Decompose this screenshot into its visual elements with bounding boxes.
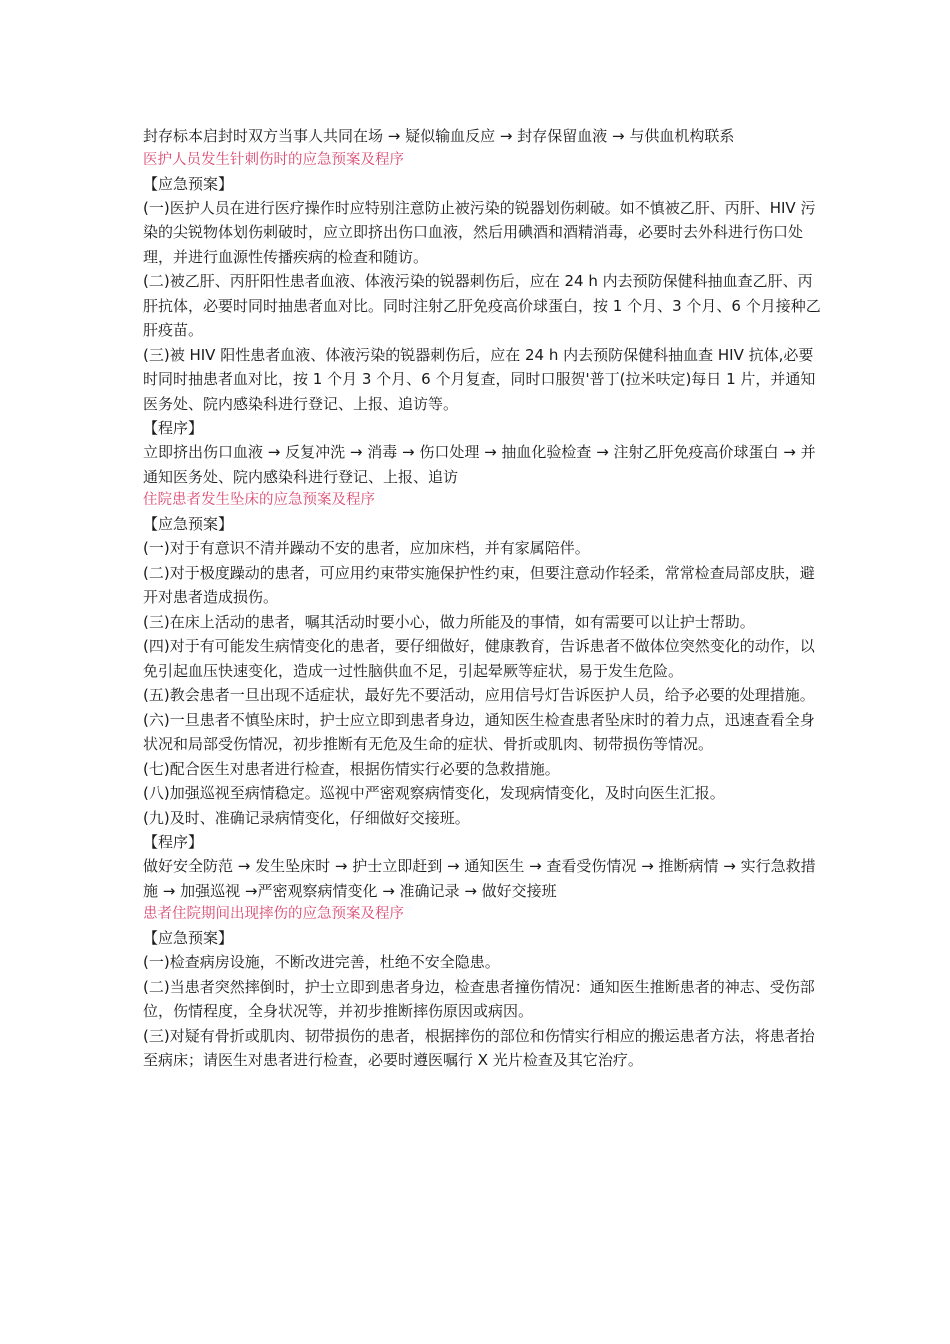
plan-item: (二)当患者突然摔倒时，护士立即到患者身边，检查患者撞伤情况：通知医生推断患者的神志、受伤部位，伤情程度，全身状况等，并初步推断摔伤原因或病因。 [143,977,815,1020]
plan-item: (六)一旦患者不慎坠床时，护士应立即到患者身边，通知医生检查患者坠床时的着力点，迅速查看全身状况和局部受伤情况，初步推断有无危及生命的症状、骨折或肌肉、韧带损伤等情况。 [143,710,815,753]
plan-item: (二)对于极度躁动的患者，可应用约束带实施保护性约束，但要注意动作轻柔，常常检查局部皮肤，避开对患者造成损伤。 [143,563,815,606]
plan-item: (七)配合医生对患者进行检查，根据伤情实行必要的急救措施。 [143,759,560,778]
plan-item: (一)医护人员在进行医疗操作时应特别注意防止被污染的锐器划伤刺破。如不慎被乙肝、丙肝、HIV 污染的尖锐物体划伤刺破时，应立即挤出伤口血液，然后用碘酒和酒精消毒，必要时去外科进行伤口处理，并进行血源性传播疾病的检查和随访。 [143,198,816,266]
section-title-needlestick: 医护人员发生针刺伤时的应急预案及程序 [143,151,404,168]
plan-item: (五)教会患者一旦出现不适症状，最好先不要活动，应用信号灯告诉医护人员，给予必要的处理措施。 [143,686,815,704]
procedure-label: 【程序】 [143,419,204,437]
procedure-flow: 做好安全防范 → 发生坠床时 → 护士立即赶到 → 通知医生 → 查看受伤情况 → 推断病情 → 实行急救措施 → 加强巡视 →严密观察病情变化 → 准确记录 → 做好交接班 [143,857,816,900]
plan-label: 【应急预案】 [143,929,234,947]
document-page [143,124,823,1073]
section-title-fall-from-bed: 住院患者发生坠床的应急预案及程序 [143,492,375,508]
plan-item: (三)在床上活动的患者，嘱其活动时要小心，做力所能及的事情，如有需要可以让护士帮助。 [143,612,755,631]
plan-item: (一)对于有意识不清并躁动不安的患者，应加床档，并有家属陪伴。 [143,539,590,557]
plan-item: (二)被乙肝、丙肝阳性患者血液、体液污染的锐器刺伤后，应在 24 h 内去预防保健科抽血查乙肝、丙肝抗体，必要时同时抽患者血对比。同时注射乙肝免疫高价球蛋白，按 1 个月、3 个月、6 个月接种乙肝疫苗。 [143,272,821,339]
intro-procedure: 封存标本启封时双方当事人共同在场 → 疑似输血反应 → 封存保留血液 → 与供血机构联系 [143,127,735,145]
plan-label: 【应急预案】 [143,515,234,533]
section-title-fall-injury: 患者住院期间出现摔伤的应急预案及程序 [143,906,404,922]
plan-item: (一)检查病房设施，不断改进完善，杜绝不安全隐患。 [143,953,500,971]
plan-item: (八)加强巡视至病情稳定。巡视中严密观察病情变化，发现病情变化，及时向医生汇报。 [143,784,725,802]
plan-item: (四)对于有可能发生病情变化的患者，要仔细做好，健康教育，告诉患者不做体位突然变化的动作，以免引起血压快速变化，造成一过性脑供血不足，引起晕厥等症状，易于发生危险。 [143,637,815,680]
procedure-flow: 立即挤出伤口血液 → 反复冲洗 → 消毒 → 伤口处理 → 抽血化验检查 → 注射乙肝免疫高价球蛋白 → 并通知医务处、院内感染科进行登记、上报、追访 [143,443,816,486]
plan-label: 【应急预案】 [143,174,234,193]
plan-item: (三)被 HIV 阳性患者血液、体液污染的锐器刺伤后，应在 24 h 内去预防保健科抽血查 HIV 抗体,必要时同时抽患者血对比，按 1 个月 3 个月、6 个月复查，同时口服贺'普丁(拉米呋定)每日 1 片，并通知医务处、院内感染科进行登记、上报、追访等。 [143,345,816,413]
procedure-label: 【程序】 [143,833,204,851]
plan-item: (三)对疑有骨折或肌肉、韧带损伤的患者，根据摔伤的部位和伤情实行相应的搬运患者方法，将患者抬至病床；请医生对患者进行检查，必要时遵医嘱行 X 光片检查及其它治疗。 [143,1026,815,1069]
plan-item: (九)及时、准确记录病情变化，仔细做好交接班。 [143,808,470,827]
